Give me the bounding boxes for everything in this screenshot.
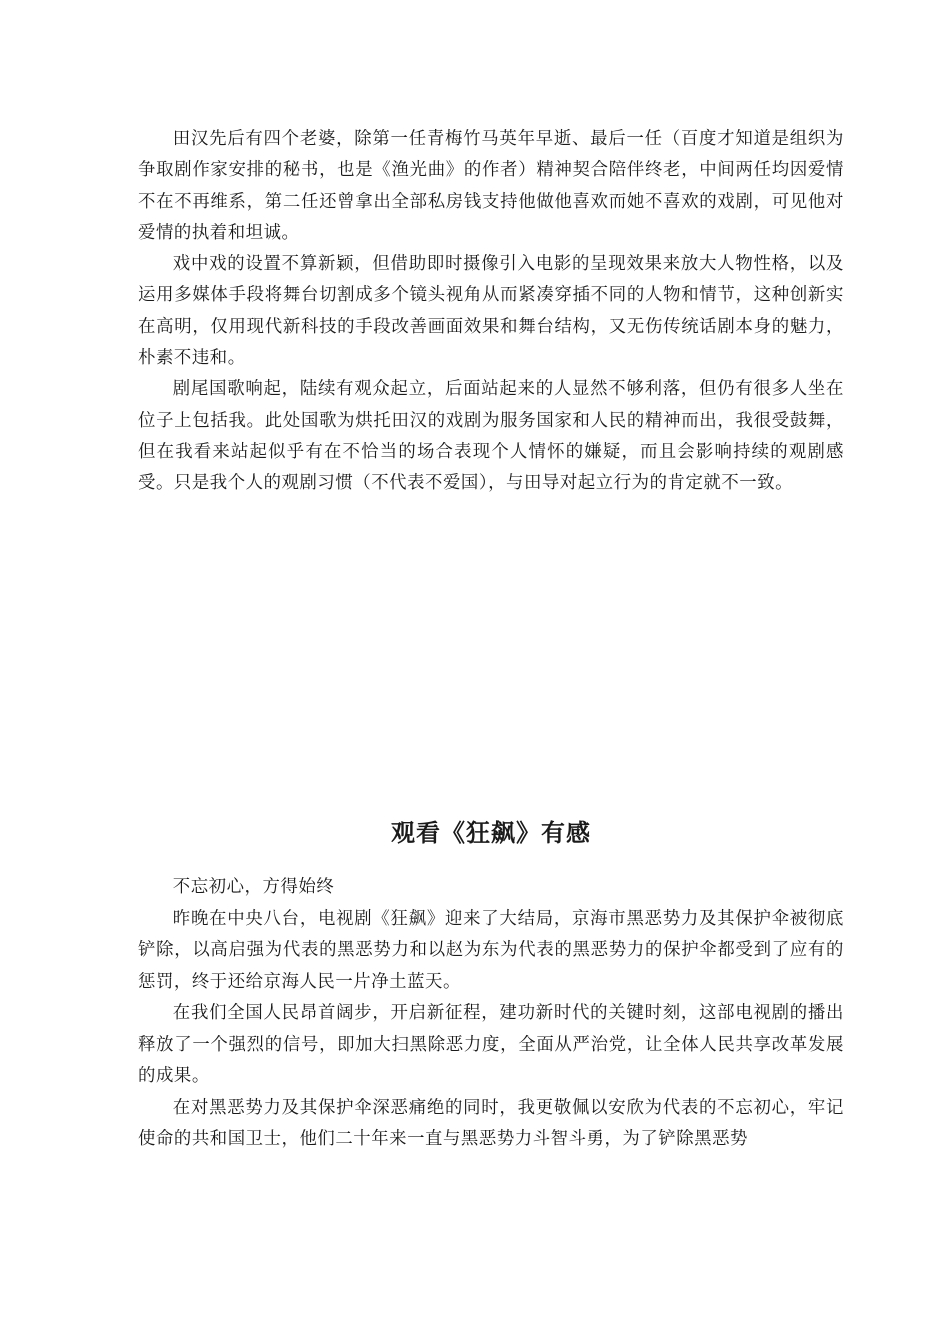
paragraph-tian-han-marriages: 田汉先后有四个老婆，除第一任青梅竹马英年早逝、最后一任（百度才知道是组织为争取剧作家安排的秘书，也是《渔光曲》的作者）精神契合陪伴终老，中间两任均因爱情不在不再维系，第二任还曾拿出全部私房钱支持他做他喜欢而她不喜欢的戏剧，可见他对爱情的执着和坦诚。 [138,129,844,243]
paragraph-signal: 在我们全国人民昂首阔步，开启新征程，建功新时代的关键时刻，这部电视剧的播出释放了一个强烈的信号，即加大扫黑除恶力度，全面从严治党，让全体人民共享改革发展的成果。 [138,1003,844,1086]
article-kuangbiao [138,812,844,1156]
paragraph-guardians: 在对黑恶势力及其保护伞深恶痛绝的同时，我更敬佩以安欣为代表的不忘初心，牢记使命的共和国卫士，他们二十年来一直与黑恶势力斗智斗勇，为了铲除黑恶势 [138,1097,844,1149]
paragraph-play-within-play: 戏中戏的设置不算新颖，但借助即时摄像引入电影的呈现效果来放大人物性格，以及运用多媒体手段将舞台切割成多个镜头视角从而紧凑穿插不同的人物和情节，这种创新实在高明，仅用现代新科技的手段改善画面效果和舞台结构，又无伤传统话剧本身的魅力，朴素不违和。 [138,254,844,369]
paragraph-motto: 不忘初心，方得始终 [172,877,335,897]
paragraph-finale: 昨晚在中央八台，电视剧《狂飙》迎来了大结局，京海市黑恶势力及其保护伞被彻底铲除，以高启强为代表的黑恶势力和以赵为东为代表的黑恶势力的保护伞都受到了应有的惩罚，终于还给京海人民一片净土蓝天。 [138,908,844,992]
paragraph-national-anthem: 剧尾国歌响起，陆续有观众起立，后面站起来的人显然不够利落，但仍有很多人坐在位子上包括我。此处国歌为烘托田汉的戏剧为服务国家和人民的精神而出，我很受鼓舞，但在我看来站起似乎有在不恰当的场合表现个人情怀的嫌疑，而且会影响持续的观剧感受。只是我个人的观剧习惯（不代表不爱国），与田导对起立行为的肯定就不一致。 [138,379,844,494]
previous-article-excerpt [138,124,844,500]
article-title: 观看《狂飙》有感 [391,818,591,847]
